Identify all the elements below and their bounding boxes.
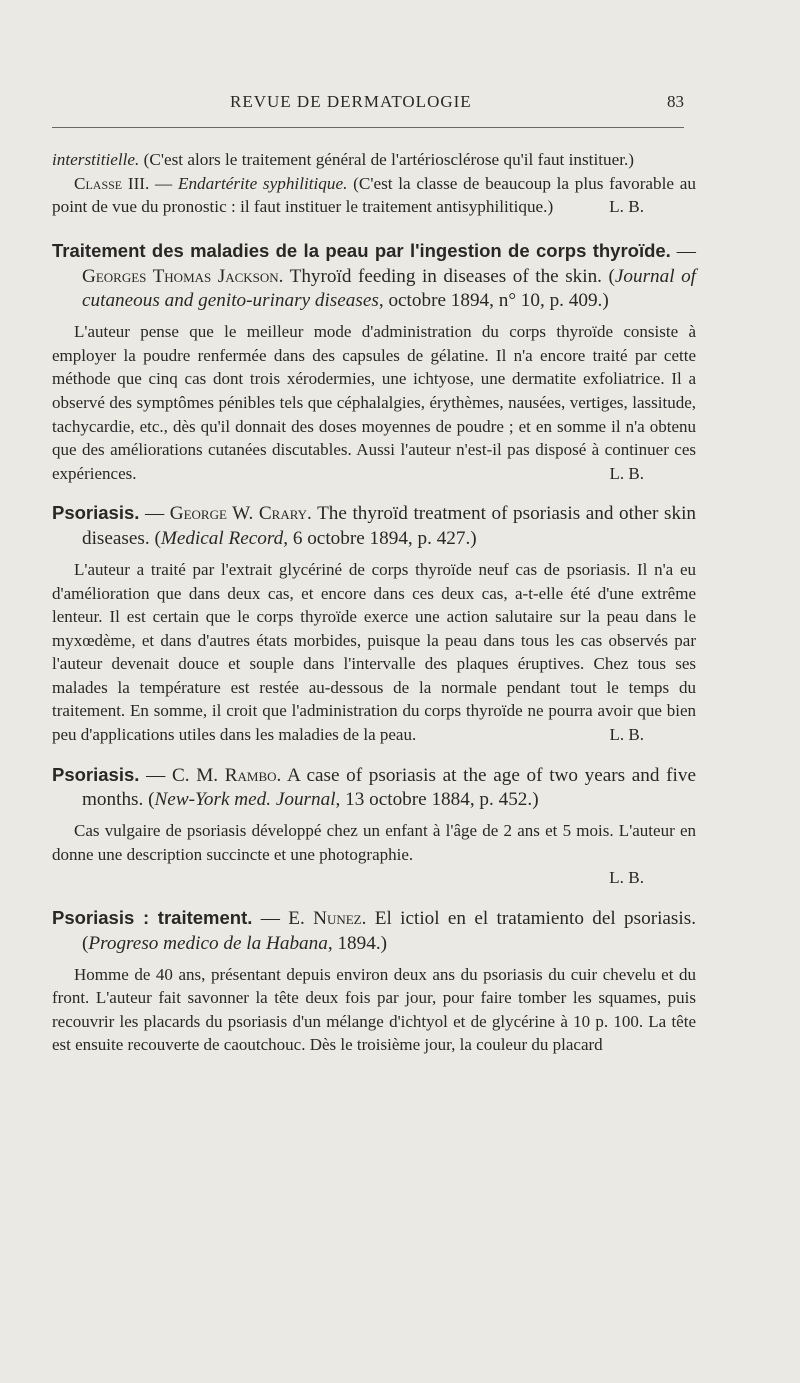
entry-body-text: L'auteur pense que le meilleur mode d'administration du corps thyroïde consiste à employer la poudre renfermée dans des capsules de gélatine. Il n'a encore traité par cette méthode que cinq cas dont trois xérodermies, une ichtyose, une dermatite exfoliatrice. Il a observé des symptômes pénibles tels que céphalalgies, érythèmes, nausées, vertiges, lassitude, tachycardie, etc., dès qu'il donnait des doses moyennes de poudre ; et en somme il n'a obtenu que des améliorations cutanées discutables. Aussi l'auteur n'est-il pas disposé à continuer ces expériences. (52, 322, 696, 483)
entry-subject: Psoriasis. (52, 502, 140, 524)
page-number: 83 (667, 92, 684, 111)
entry-author: George W. Crary. (169, 503, 312, 525)
review-entry (52, 239, 696, 486)
review-entry (52, 501, 696, 746)
entry-journal: Journal of cutaneous and genito-urinary diseases (82, 265, 696, 312)
entry-dash: — (139, 503, 170, 525)
entry-body (52, 963, 696, 1057)
classe-dash: — (149, 173, 178, 193)
entry-body-text: Cas vulgaire de psoriasis développé chez un enfant à l'âge de 2 ans et 5 mois. L'auteur en donne une description succincte et une photographie. (52, 821, 696, 864)
header-rule (52, 127, 684, 128)
entry-title: A case of psoriasis at the age of two years and five months. ( (82, 764, 697, 811)
entry-heading (52, 501, 696, 552)
entry-subject: Psoriasis. (52, 763, 140, 785)
entry-author: E. Nunez. (288, 908, 367, 930)
entry-body-text: L'auteur a traité par l'extrait glycériné de corps thyroïde neuf cas de psoriasis. Il n'a eu d'amélioration que dans deux cas, et encore dans ces deux cas, a-t-elle été d'une extrême lenteur. Il est certain que le corps thyroïde exerce une action salutaire sur la peau dans le myxœdème, et dans d'autres états morbides, puisque la peau dans tous les cas observés par l'auteur devenait douce et souple dans l'intervalle des plaques éruptives. Chez tous ses malades la température est restée au-dessous de la normale pendant tout le temps du traitement. En somme, il croit que l'administration du corps thyroïde ne pourra avoir que bien peu d'applications utiles dans les maladies de la peau. (52, 559, 696, 745)
signature: L. B. (609, 725, 644, 745)
running-title: REVUE DE DERMATOLOGIE (230, 92, 472, 111)
entry-body (52, 320, 696, 485)
entry-subject: Traitement des maladies de la peau par l'ingestion de corps thyroïde. (52, 239, 671, 261)
entry-body (52, 558, 696, 747)
classe-italic: Endartérite syphilitique. (177, 173, 348, 193)
entry-ref: 6 octobre 1894, p. 427.) (288, 528, 477, 550)
classe-label: Classe III. (74, 173, 150, 193)
entry-title: El ictiol en el tratamiento del psoriasis. ( (82, 908, 696, 954)
entry-title: Thyroïd feeding in diseases of the skin. ( (283, 265, 615, 287)
classe-paragraph (52, 172, 696, 219)
entry-journal: Progreso medico de la Habana (88, 932, 328, 954)
entry-title: The thyroïd treatment of psoriasis and other skin diseases. ( (82, 503, 696, 550)
entry-heading (52, 763, 696, 814)
intro-text: (C'est alors le traitement général de l'artériosclérose qu'il faut instituer.) (139, 150, 635, 169)
intro-paragraph (52, 148, 696, 172)
entry-dash: — (139, 764, 172, 786)
entry-author: C. M. Rambo. (171, 764, 282, 786)
review-entry (52, 906, 696, 1057)
signature: L. B. (609, 868, 644, 888)
entry-body (52, 819, 696, 866)
entry-ref: , 13 octobre 1884, p. 452.) (335, 789, 539, 811)
classe-text: (C'est la classe de beaucoup la plus favorable au point de vue du pronostic : il faut instituer le traitement antisyphilitique.) (52, 173, 696, 217)
entry-journal: New-York med. Journal (154, 789, 336, 811)
page-content (52, 148, 696, 1057)
entry-journal: Medical Record, (160, 528, 289, 550)
entry-subject: Psoriasis : traitement. (52, 907, 253, 929)
entry-dash: — (670, 240, 696, 262)
entry-ref: , 1894.) (327, 932, 387, 954)
entry-heading (52, 906, 696, 957)
intro-italic: interstitielle. (52, 150, 140, 169)
entry-author: Georges Thomas Jackson. (82, 265, 284, 287)
entry-heading (52, 239, 696, 314)
signature: L. B. (609, 463, 644, 483)
entry-ref: , octobre 1894, n° 10, p. 409.) (378, 290, 609, 312)
review-entry (52, 763, 696, 890)
entry-body-text: Homme de 40 ans, présentant depuis environ deux ans du psoriasis du cuir chevelu et du front. L'auteur fait savonner la tête deux fois par jour, pour faire tomber les squames, puis recouvrir les placards du psoriasis d'un mélange d'ichtyol et de glycérine à 10 p. 100. La tête est ensuite recouverte de caoutchouc. Dès le troisième jour, la couleur du placard (52, 964, 696, 1055)
entry-dash: — (252, 908, 289, 930)
signature: L. B. (609, 197, 644, 217)
